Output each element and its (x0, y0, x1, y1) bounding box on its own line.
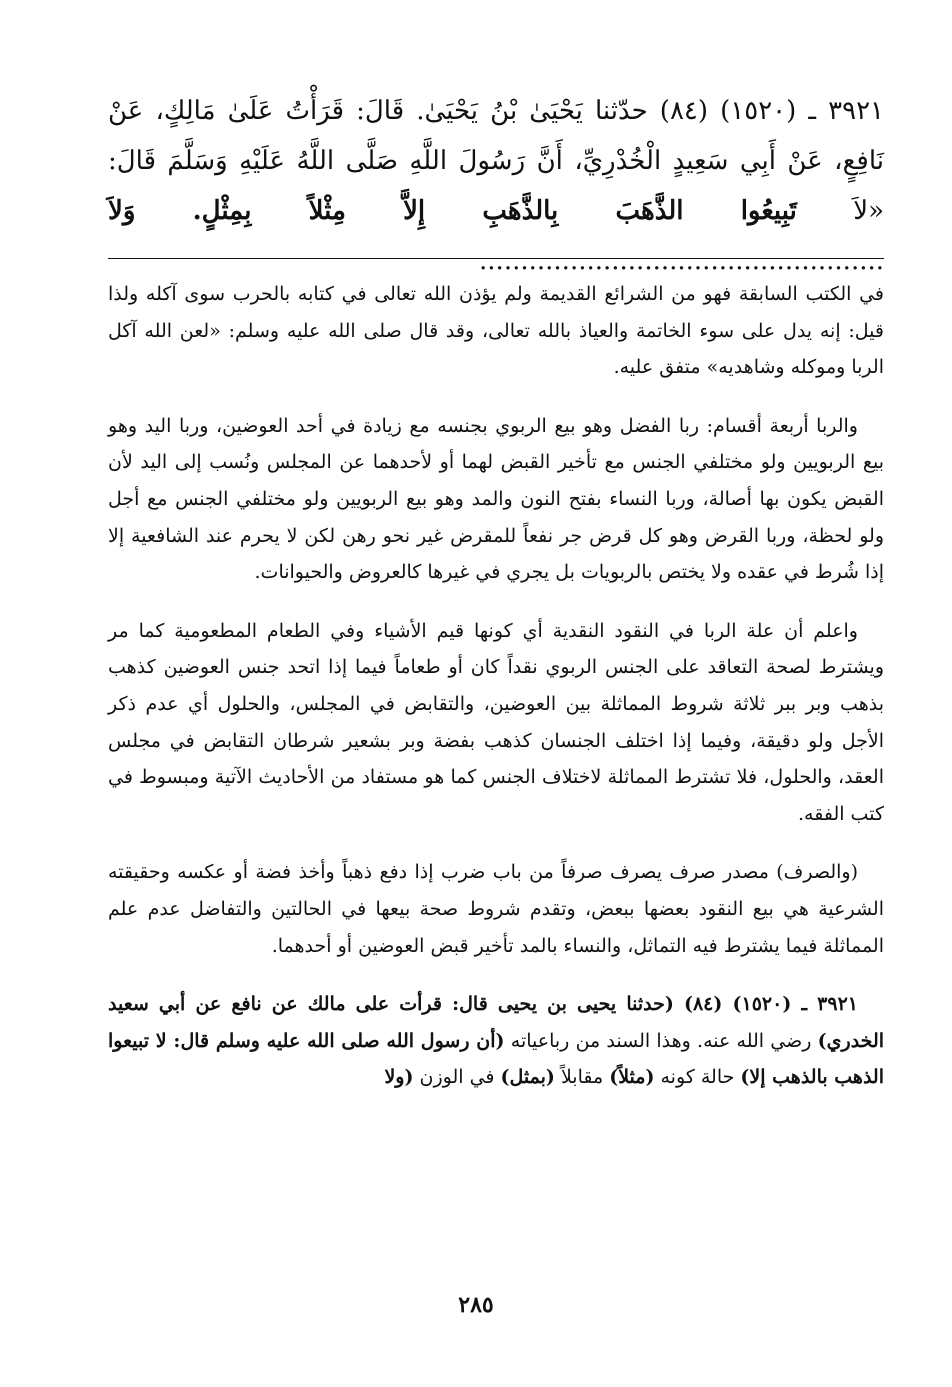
commentary-paragraph-2: والربا أربعة أقسام: ربا الفضل وهو بيع الربوي بجنسه مع زيادة في أحد العوضين، وربا اليد وهو بيع الربويين ولو مختلفي الجنس مع تأخير القبض لهما أو لأحدهما عن المجلس ونُسب إلى اليد لأن القبض يكون بها أصالة، وربا النساء بفتح النون والمد وهو بيع الربويين ولو مختلفي الجنس مع أجل ولو لحظة، وربا القرض وهو كل قرض جر نفعاً للمقرض غير نحو رهن لكن لا يحرم عند الشافعية إلا إذا شُرط في عقده ولا يختص بالربويات بل يجري في غيرها كالعروض والحيوانات. (108, 414, 884, 584)
footnote-divider (108, 258, 884, 259)
commentary-paragraph-3: واعلم أن علة الربا في النقود النقدية أي كونها قيم الأشياء وفي الطعام المطعومية كما مر ويشترط لصحة التعاقد على الجنس الربوي نقداً كان أو طعاماً فيما إذا اتحد جنس العوضين كذهب بذهب وبر ببر ثلاثة شروط المماثلة بين العوضين، والتقابض في المجلس، والحلول أي عدم ذكر الأجل ولو دقيقة، وفيما إذا اختلف الجنسان كذهب بفضة وبر بشعير شرطان التقابض في مجلس العقد، والحلول، فلا تشترط المماثلة لاختلاف الجنس كما هو مستفاد من الأحاديث الآتية ومبسوط في كتب الفقه. (108, 619, 884, 825)
commentary-text: في الوزن (413, 1066, 501, 1089)
hadith-line-3: تَبِيعُوا الذَّهَبَ بِالذَّهَبِ إِلاَّ مِثْلاً بِمِثْلٍ. وَلاَ (108, 196, 797, 226)
commentary-paragraph-5 (108, 986, 884, 1096)
commentary-paragraph-4: (والصرف) مصدر صرف يصرف صرفاً من باب ضرب إذا دفع ذهباً وأخذ فضة أو عكسه وحقيقته الشرعية هي بيع النقود بعضها ببعض، وتقدم شروط صحة بيعها في الحالتين والتفاضل عدم علم المماثلة فيما يشترط فيه التماثل، والنساء بالمد تأخير قبض العوضين أو أحدهما. (108, 861, 884, 957)
hadith-text (108, 86, 884, 286)
commentary-paragraph-1: في الكتب السابقة فهو من الشرائع القديمة ولم يؤذن الله تعالى في كتابه بالحرب سوى آكله ولذا قيل: إنه يدل على سوء الخاتمة والعياذ بالله تعالى، وقد قال صلى الله عليه وسلم: «لعن الله آكل الربا وموكله وشاهديه» متفق عليه. (108, 283, 884, 379)
hadith-quote: (مثلاً) (609, 1066, 655, 1089)
hadith-continuation-dots: ................................................. (479, 246, 884, 276)
commentary-text: حالة كونه (654, 1066, 741, 1089)
commentary-text: مقابلاً (554, 1066, 610, 1089)
commentary-text: رضي الله عنه. وهذا السند من رباعياته (504, 1029, 818, 1052)
page-number: ٢٨٥ (458, 1292, 494, 1318)
hadith-quote: (ولا (384, 1066, 414, 1089)
hadith-quote: (بمثل) (500, 1066, 555, 1089)
commentary (108, 276, 884, 1118)
hadith-quote: ٣٩٢١ ـ (١٥٢٠) (٨٤) (حدثنا يحيى بن يحيى قال: قرأت على مالك عن نافع عن أبي سعيد الخدري) (108, 993, 885, 1052)
hadith-line-2: عَنْ نَافِعٍ، عَنْ أَبِي سَعِيدٍ الْخُدْرِيِّ، أَنَّ رَسُولَ اللَّهِ صَلَّى اللَّهُ عَلَيْهِ وَسَلَّمَ قَالَ: «لاَ (108, 96, 884, 226)
hadith-line-1: ٣٩٢١ ـ (١٥٢٠) (٨٤) حدّثنا يَحْيَىٰ بْنُ يَحْيَىٰ. قَالَ: قَرَأْتُ عَلَىٰ مَالِكٍ، (155, 96, 884, 126)
hadith-quote: (أن رسول الله صلى الله عليه وسلم قال: لا تبيعوا الذهب بالذهب إلا) (108, 1029, 884, 1089)
